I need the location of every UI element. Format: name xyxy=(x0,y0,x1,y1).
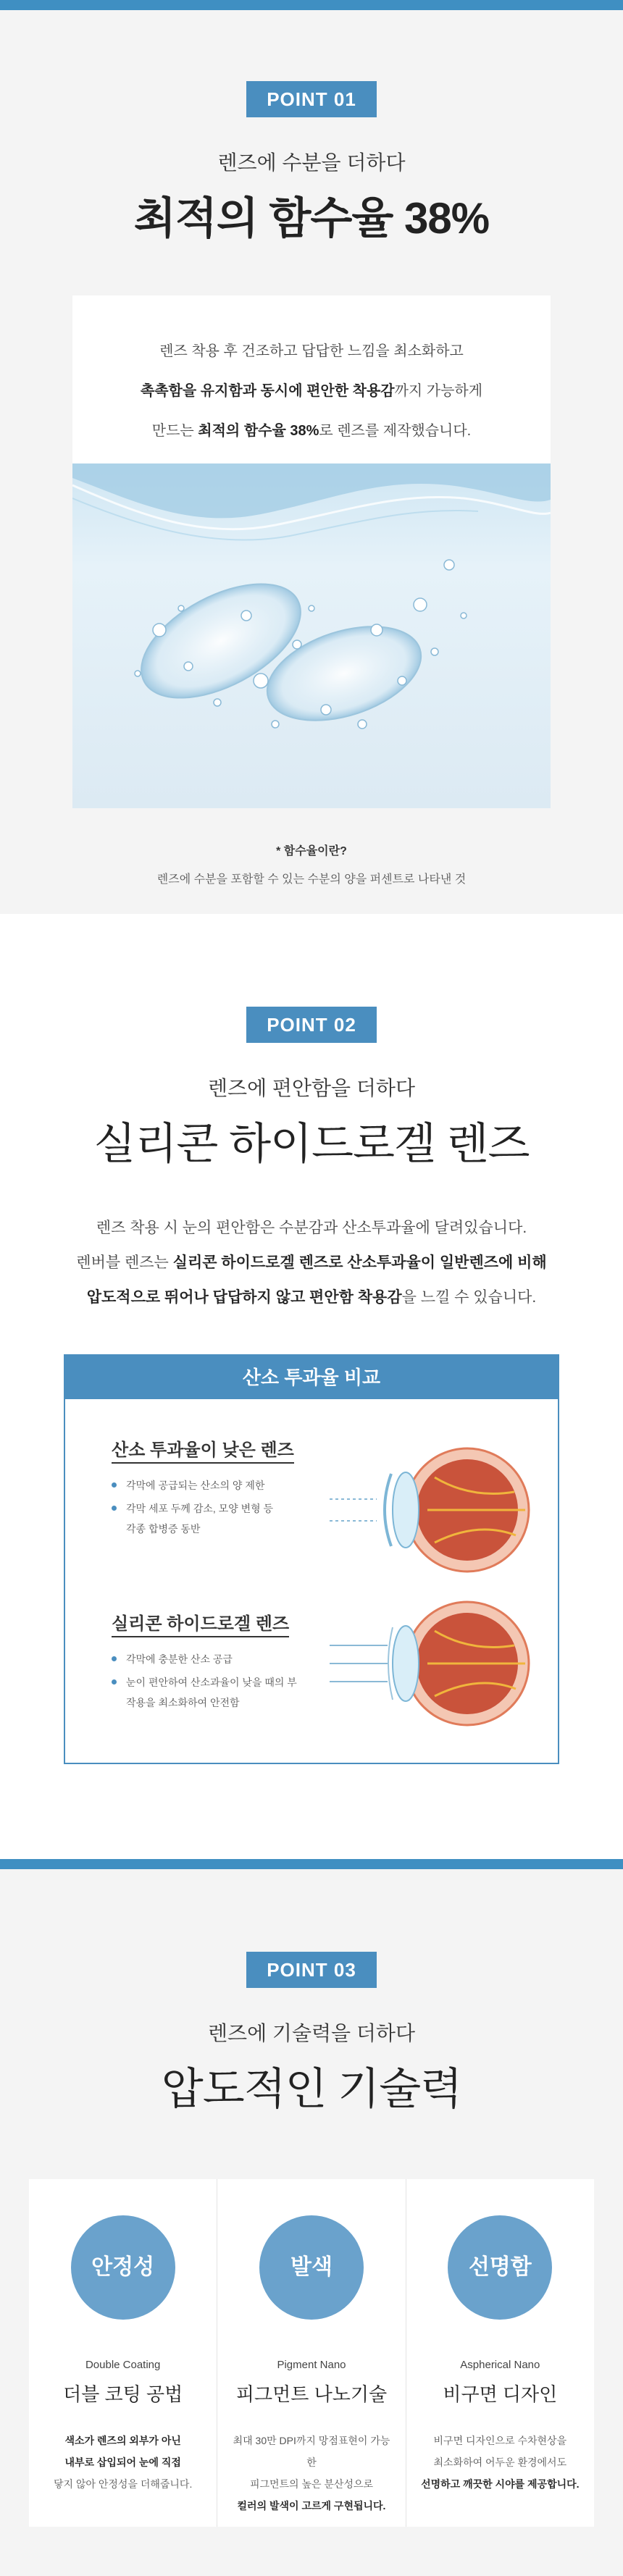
comparison-header: 산소 투과율 비교 xyxy=(65,1356,558,1399)
feature-circle: 안정성 xyxy=(71,2215,175,2320)
tech-column-color xyxy=(217,2179,405,2527)
desc-bold: 압도적으로 뛰어나 답답하지 않고 편안함 착용감 xyxy=(86,1289,402,1306)
list-item: 각막 세포 두께 감소, 모양 변형 등 각종 합병증 동반 xyxy=(112,1498,285,1539)
point-badge: POINT 01 xyxy=(246,81,377,117)
feature-english-name: Double Coating xyxy=(85,2359,161,2371)
feature-description xyxy=(217,2430,405,2517)
point-02-section xyxy=(0,914,623,1859)
technology-columns xyxy=(29,2179,594,2527)
moisture-description xyxy=(72,295,551,451)
desc-line: 비구면 디자인으로 수차현상을 xyxy=(433,2435,567,2446)
list-item: 각막에 충분한 산소 공급 xyxy=(112,1649,351,1669)
note-body: 렌즈에 수분을 포함할 수 있는 수분의 양을 퍼센트로 나타낸 것 xyxy=(156,873,467,886)
lens-title: 실리콘 하이드로겔 렌즈 xyxy=(112,1609,289,1637)
feature-circle: 발색 xyxy=(259,2215,364,2320)
desc-bold: 촉촉함을 유지함과 동시에 편안한 착용감 xyxy=(140,383,395,399)
oxygen-comparison-box xyxy=(64,1354,559,1764)
desc-line: 색소가 렌즈의 외부가 아닌 xyxy=(64,2435,181,2446)
desc-line: 피그먼트의 높은 분산성으로 xyxy=(249,2478,374,2490)
desc-line: 최소화하여 어두운 환경에서도 xyxy=(433,2457,567,2468)
top-accent-bar xyxy=(0,0,623,10)
desc-line: 을 느낄 수 있습니다. xyxy=(401,1289,537,1306)
desc-bold: 최적의 함수율 38% xyxy=(198,423,319,439)
feature-korean-name: 비구면 디자인 xyxy=(443,2383,558,2405)
desc-line: 닿지 않아 안정성을 더해줍니다. xyxy=(53,2478,193,2490)
point-badge: POINT 02 xyxy=(246,1007,377,1043)
desc-line: 렌버블 렌즈는 xyxy=(76,1254,173,1271)
desc-bold: 실리콘 하이드로겔 렌즈로 산소투과율이 일반렌즈에 비해 xyxy=(172,1254,547,1271)
feature-korean-name: 더블 코팅 공법 xyxy=(63,2383,183,2405)
feature-description xyxy=(406,2430,594,2495)
feature-description xyxy=(29,2430,217,2495)
section-subtitle: 렌즈에 수분을 더하다 xyxy=(217,151,406,174)
feature-english-name: Pigment Nano xyxy=(277,2359,346,2371)
section-subtitle: 렌즈에 편안함을 더하다 xyxy=(207,1077,416,1099)
hydrogel-lens-block xyxy=(112,1609,351,1716)
feature-circle: 선명함 xyxy=(448,2215,552,2320)
lens-feature-list xyxy=(112,1475,351,1539)
top-accent-bar xyxy=(0,1859,623,1869)
desc-line: 컬러의 발색이 고르게 구현됩니다. xyxy=(237,2500,386,2512)
feature-korean-name: 피그먼트 나노기술 xyxy=(235,2383,388,2405)
list-item: 눈이 편안하여 산소과율이 낮을 때의 부작용을 최소화하여 안전함 xyxy=(112,1672,300,1713)
hydrogel-description xyxy=(0,1211,623,1315)
desc-line: 내부로 삽입되어 눈에 직접 xyxy=(64,2457,181,2468)
desc-line: 로 렌즈를 제작했습니다. xyxy=(319,423,472,439)
section-subtitle: 렌즈에 기술력을 더하다 xyxy=(207,2022,416,2044)
section-title: 최적의 함수율 38% xyxy=(133,194,490,243)
desc-line: 렌즈 착용 후 건조하고 답답한 느낌을 최소화하고 xyxy=(159,343,464,359)
lens-title: 산소 투과율이 낮은 렌즈 xyxy=(112,1435,294,1464)
desc-line: 까지 가능하게 xyxy=(394,383,483,399)
moisture-card xyxy=(72,295,551,808)
low-oxygen-lens-block xyxy=(112,1435,351,1542)
water-lens-image xyxy=(72,463,551,808)
desc-line: 선명하고 깨끗한 시야를 제공합니다. xyxy=(421,2478,580,2490)
point-03-section xyxy=(0,1859,623,2576)
section-title: 실리콘 하이드로겔 렌즈 xyxy=(93,1120,530,1168)
feature-english-name: Aspherical Nano xyxy=(460,2359,540,2371)
list-item: 각막에 공급되는 산소의 양 제한 xyxy=(112,1475,351,1495)
desc-line: 만드는 xyxy=(151,423,198,439)
lens-feature-list xyxy=(112,1649,351,1713)
tech-column-stability xyxy=(29,2179,217,2527)
eye-diagram-low xyxy=(326,1434,543,1586)
section-title: 압도적인 기술력 xyxy=(161,2065,462,2113)
point-01-section xyxy=(0,0,623,914)
tech-column-clarity xyxy=(406,2179,594,2527)
point-badge: POINT 03 xyxy=(246,1952,377,1988)
desc-line: 렌즈 착용 시 눈의 편안함은 수분감과 산소투과율에 달려있습니다. xyxy=(96,1220,527,1236)
desc-line: 최대 30만 DPI까지 망점표현이 가능한 xyxy=(233,2435,390,2468)
note-heading: * 함수율이란? xyxy=(276,845,347,857)
eye-diagram-high xyxy=(326,1587,543,1740)
